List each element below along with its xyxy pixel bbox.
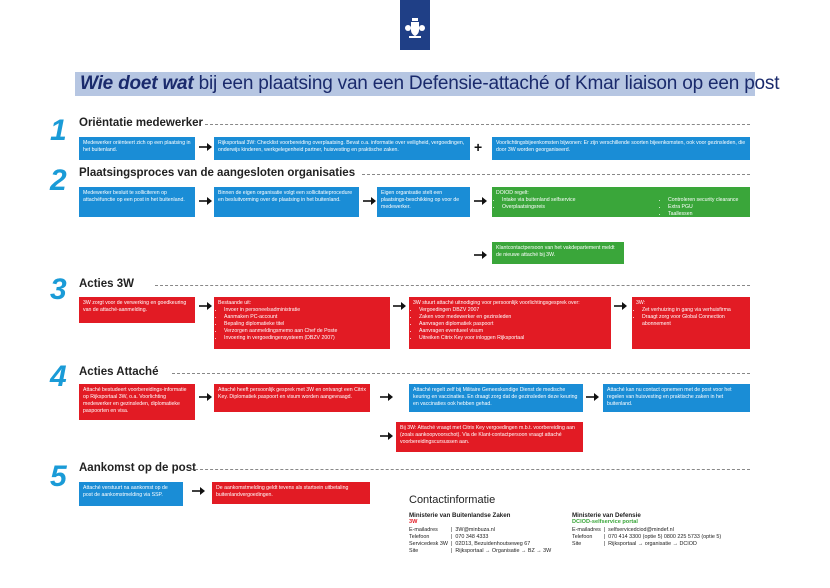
list-item: • Draagt zorg voor Global Connection abonnement [642,314,746,328]
contact-email[interactable]: selfservicedciod@mindef.nl [608,526,674,533]
list-item: • Taallessen [668,211,738,217]
arrow-right-icon [192,487,205,495]
contact-label: Site [409,548,419,555]
contact-label: Site [572,541,582,548]
s2-box-solliciteren: Medewerker besluit te solliciteren op attachéfunctie op een post in het buitenland. [79,187,195,217]
contact-label: Telefoon [572,534,593,541]
arrow-right-icon [199,302,212,310]
arrow-right-icon [199,143,212,151]
list-item: • Aanmaken PC-account [224,314,386,321]
plus-icon: + [474,139,483,155]
s2-box-klantcontactpersoon: Klantcontactpersoon van het vakdepartement meldt de nieuwe attaché bij 3W. [492,242,624,264]
contact-label: E-mailadres [572,526,601,533]
table-row: Servicedesk 3W | 02D13, Bezuidenhoutseweg 67 [409,541,554,548]
s5-box-aankomstmelding: Attaché verstuurt na aankomst op de post de aankomstmelding via SSP. [79,482,183,506]
contact-bz [409,512,574,556]
contact-bz-name: Ministerie van Buitenlandse Zaken [409,512,511,519]
section-title-1: Oriëntatie medewerker [79,117,204,129]
contact-bz-sub: 3W [409,519,418,526]
contact-phone: 070 348 4333 [455,534,489,541]
step-number-3: 3 [50,273,67,306]
list-item: • Intake via buitenland selfservice [502,197,652,204]
table-row: Site | Rijksportaal → organisatie → DCIOD [572,541,724,548]
s2-box-plaatsingsbeschikking: Eigen organisatie stelt een plaatsings-beschikking op voor de medewerker. [377,187,470,217]
s3-box-bestaande-uit [214,297,390,349]
s1-box-medewerker: Medewerker oriënteert zich op een plaatsing in het buitenland. [79,137,195,160]
list-item: • Aanvragen diplomatiek paspoort [419,321,607,328]
list-item: • Bepaling diplomatieke titel [224,321,386,328]
contact-def-sub: DCIOD-selfservice portal [572,519,638,526]
table-row: Telefoon | 070 348 4333 [409,534,554,541]
table-row: Site | Rijksportaal → Organisatie → BZ → 3W [409,548,554,555]
s3-box-uitnodiging [409,297,611,349]
s4-box-gesprek: Attaché heeft persoonlijk gesprek met 3W en ontvangt een Citrix Key. Diplomatiek paspoort en visum worden aangevraagd. [214,384,370,412]
list-item: • Controleren security clearance [668,197,738,204]
s1-box-rijksportaal: Rijksportaal 3W: Checklist voorbereiding overplaatsing. Bevat o.a. informatie over veiligheid, vergoedingen, onderwijs kinderen, werkgelegenheid partner, huisvesting en praktische zaken. [214,137,470,160]
step-number-1: 1 [50,114,67,147]
section-title-5: Aankomst op de post [79,462,196,474]
s2-box-dciod [492,187,750,217]
section-title-2: Plaatsingsproces van de aangesloten organisaties [79,167,356,179]
contact-def-table [572,527,724,549]
contact-email[interactable]: 3W@minbuza.nl [455,526,495,533]
s2-box-sollicitatieprocedure: Binnen de eigen organisatie volgt een sollicitatieprocedure en besluitvorming over de plaatsing in het buitenland. [214,187,359,217]
s4-box-voorbereiding: Attaché bestudeert voorbereidings-informatie op Rijksportaal 3W, o.a. Voorlichting medewerker en gezinsleden, diplomatieke paspoorten en visa. [79,384,195,420]
list-item: • Uitreiken Citrix Key voor inloggen Rijksportaal [419,335,607,342]
table-row: Telefoon | 070 414 3300 (optie 5) 0800 225 5733 (optie 5) [572,534,724,541]
contact-title: Contactinformatie [409,494,496,506]
list-item: • Invoering in vergoedingensysteem (DBZV 2007) [224,335,386,342]
section-title-3: Acties 3W [79,278,134,290]
arrow-right-icon [393,302,406,310]
s3-box-3w [632,297,750,349]
title-bold: Wie doet wat [80,73,194,94]
section-divider [155,285,750,287]
table-row: E-mailadres | 3W@minbuza.nl [409,527,554,534]
contact-phone: 070 414 3300 (optie 5) 0800 225 5733 (optie 5) [608,534,722,541]
arrow-right-icon [199,197,212,205]
contact-site[interactable]: Rijksportaal → organisatie → DCIOD [608,541,697,548]
list-item: • Aanvragen eventueel visum [419,328,607,335]
contact-site[interactable]: Rijksportaal → Organisatie → BZ → 3W [455,548,552,555]
step-number-4: 4 [50,360,67,393]
table-row: E-mailadres | selfservicedciod@mindef.nl [572,527,724,534]
arrow-right-icon [614,302,627,310]
s2-box-dciod-head: DOIOD regelt: [496,190,529,196]
title-text [80,73,779,95]
section-divider [362,174,750,176]
list-item: • Zet verhuizing in gang via verhuisfirma [642,307,746,314]
s2-dciod-left-list [496,197,652,217]
section-title-4: Acties Attaché [79,366,159,378]
s3-box4-list [636,307,746,328]
s3-box-verwerking: 3W zorgt voor de verwerking en goedkeuring van de attaché-aanmelding. [79,297,195,323]
list-item: • Invoer in personeelsadministratie [224,307,386,314]
contact-bz-table [409,527,554,556]
coat-of-arms-icon [400,0,430,50]
s3-box3-list [413,307,607,342]
arrow-right-icon [474,251,487,259]
arrow-right-icon [380,393,393,401]
step-number-2: 2 [50,164,67,197]
s3-box2-head: Bestaande uit: [218,300,252,306]
contact-def-name: Ministerie van Defensie [572,512,641,519]
arrow-right-icon [474,197,487,205]
government-logo [400,0,430,50]
step-number-5: 5 [50,460,67,493]
page-title [0,70,830,98]
s4-box-keuring: Attaché regelt zelf bij Militaire Geneeskundige Dienst de medische keuring en vaccinaties. En draagt zorg dat de gezinsleden deze keuring en vaccinaties ook hebben gehad. [409,384,583,412]
s3-box2-list [218,307,386,342]
arrow-right-icon [199,393,212,401]
section-divider [190,469,750,471]
s3-box4-head: 3W: [636,300,646,306]
contact-defensie [572,512,752,548]
arrow-right-icon [380,432,393,440]
s4-box-citrix: Bij 3W: Attaché vraagt met Citrix Key vergoedingen m.b.t. voorbereiding aan (zoals aankoopvoorschot). Via de Klant-contactpersoon vraagt attaché voorbereidingscursussen aan. [396,422,583,452]
s2-box-dciod-columns [496,197,746,217]
contact-label: Servicedesk 3W [409,541,448,548]
list-item: • Overplaatsingsreis [502,204,652,211]
section-divider [205,124,750,126]
contact-label: E-mailadres [409,526,438,533]
arrow-right-icon [586,393,599,401]
list-item: • Extra PGU [668,204,738,211]
list-item: • Vergoedingen DBZV 2007 [419,307,607,314]
contact-label: Telefoon [409,534,430,541]
contact-address: 02D13, Bezuidenhoutseweg 67 [455,541,531,548]
section-divider [172,373,750,375]
s3-box3-head: 3W stuurt attaché uitnodiging voor persoonlijk voorlichtingsgesprek over: [413,300,580,306]
list-item: • Verzorgen aanmeldingsmemo aan Chef de Poste [224,328,386,335]
title-rest: bij een plaatsing van een Defensie-attaché of Kmar liaison op een post [193,73,780,94]
arrow-right-icon [363,197,376,205]
s1-box-voorlichting: Voorlichtingsbijeenkomsten bijwonen: Er zijn verschillende soorten bijeenkomsten, ook voor gezinsleden, die door 3W worden georganiseerd. [492,137,750,160]
list-item: • Zaken voor medewerker en gezinsleden [419,314,607,321]
s2-dciod-right-list [662,197,738,217]
s5-box-startsein: De aankomstmelding geldt tevens als startsein uitbetaling buitenlandvergoedingen. [212,482,370,504]
s4-box-contact-post: Attaché kan nu contact opnemen met de post voor het regelen van huisvesting en praktische zaken in het buitenland. [603,384,750,412]
